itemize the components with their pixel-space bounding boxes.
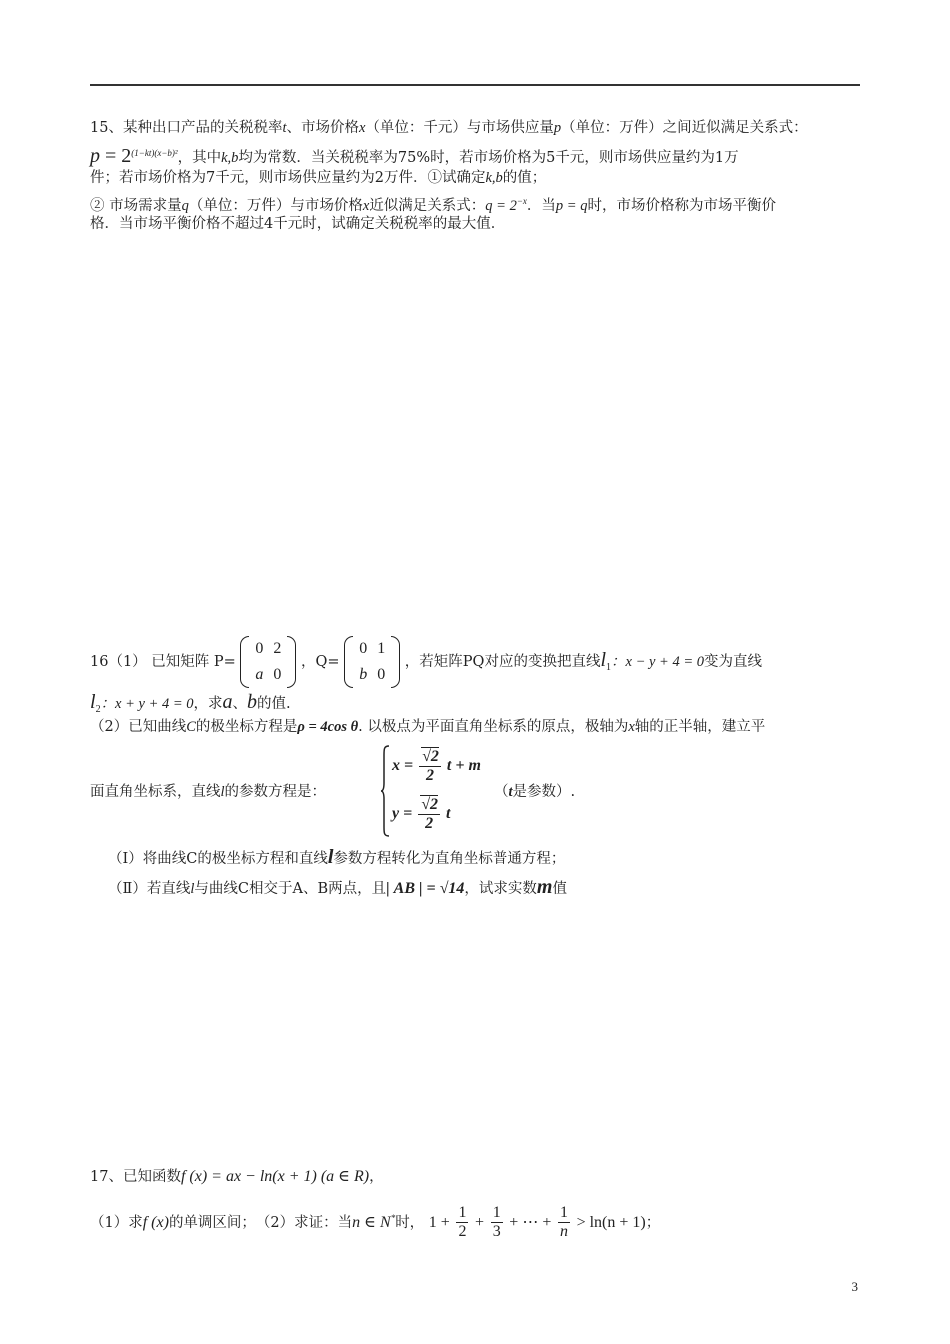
system-eq-y: y = $\frac{√2}{2}$ t bbox=[392, 796, 451, 832]
p15-line2: $p = 2^{(1-kt)(x-b)^2}$，其中k,b均为常数．当关税税率为75%时，若市场价格为5千元，则市场供应量约为1万 bbox=[90, 144, 739, 167]
p16-line4: 面直角坐标系，直线l的参数方程是： bbox=[90, 784, 327, 800]
system-eq-x: x = $\frac{√2}{2}$ t + m bbox=[392, 748, 481, 784]
p15-line3: 件；若市场价格为7千元，则市场供应量约为2万件．①试确定k,b的值； bbox=[90, 170, 547, 186]
system-brace bbox=[380, 745, 390, 837]
p16-line3: （2）已知曲线C的极坐标方程是ρ = 4cos θ. 以极点为平面直角坐标系的原点，极轴为x轴的正半轴，建立平 bbox=[90, 719, 766, 735]
p16-line1: 16（1） 已知矩阵 P= 0 2 a 0 ，Q= 0 1 b 0 ，若矩阵PQ对应的变换把直线$l_1$：x − y + 4 = 0变为直线 bbox=[90, 632, 762, 688]
p15-line5: 格．当市场平衡价格不超过4千元时，试确定关税税率的最大值． bbox=[90, 216, 506, 232]
page-number: 3 bbox=[851, 1279, 858, 1294]
matrix-p: 0 2 a 0 bbox=[240, 636, 296, 688]
p15-line4: ② 市场需求量q（单位：万件）与市场价格x近似满足关系式：$q = 2^{-x}$．当p = q时，市场价格称为市场平衡价 bbox=[90, 196, 776, 214]
p16-part2: （Ⅱ）若直线l与曲线C相交于A、B两点，且| AB | = √14，试求实数m值 bbox=[108, 876, 567, 898]
p16-line4-param: （t是参数）. bbox=[494, 784, 576, 800]
header-rule bbox=[90, 84, 860, 86]
matrix-q: 0 1 b 0 bbox=[344, 636, 400, 688]
p17-line2: （1）求f (x)的单调区间； （2）求证：当n ∈ N*时， 1 + $\frac{1}{2}$ + $\frac{1}{3}$ + ⋯ + $\frac{1}{n}$ > ln(n + 1)； bbox=[90, 1204, 661, 1241]
p16-part1: （Ⅰ）将曲线C的极坐标方程和直线l参数方程转化为直角坐标普通方程； bbox=[108, 846, 566, 868]
p17-line1: 17、已知函数f (x) = ax − ln(x + 1) (a ∈ R)， bbox=[90, 1168, 384, 1185]
p15-line1: 15、某种出口产品的关税税率t、市场价格x（单位：千元）与市场供应量p（单位：万件）之间近似满足关系式： bbox=[90, 120, 808, 136]
p16-line2: $l_2$：x + y + 4 = 0，求a、b的值. bbox=[90, 691, 291, 715]
